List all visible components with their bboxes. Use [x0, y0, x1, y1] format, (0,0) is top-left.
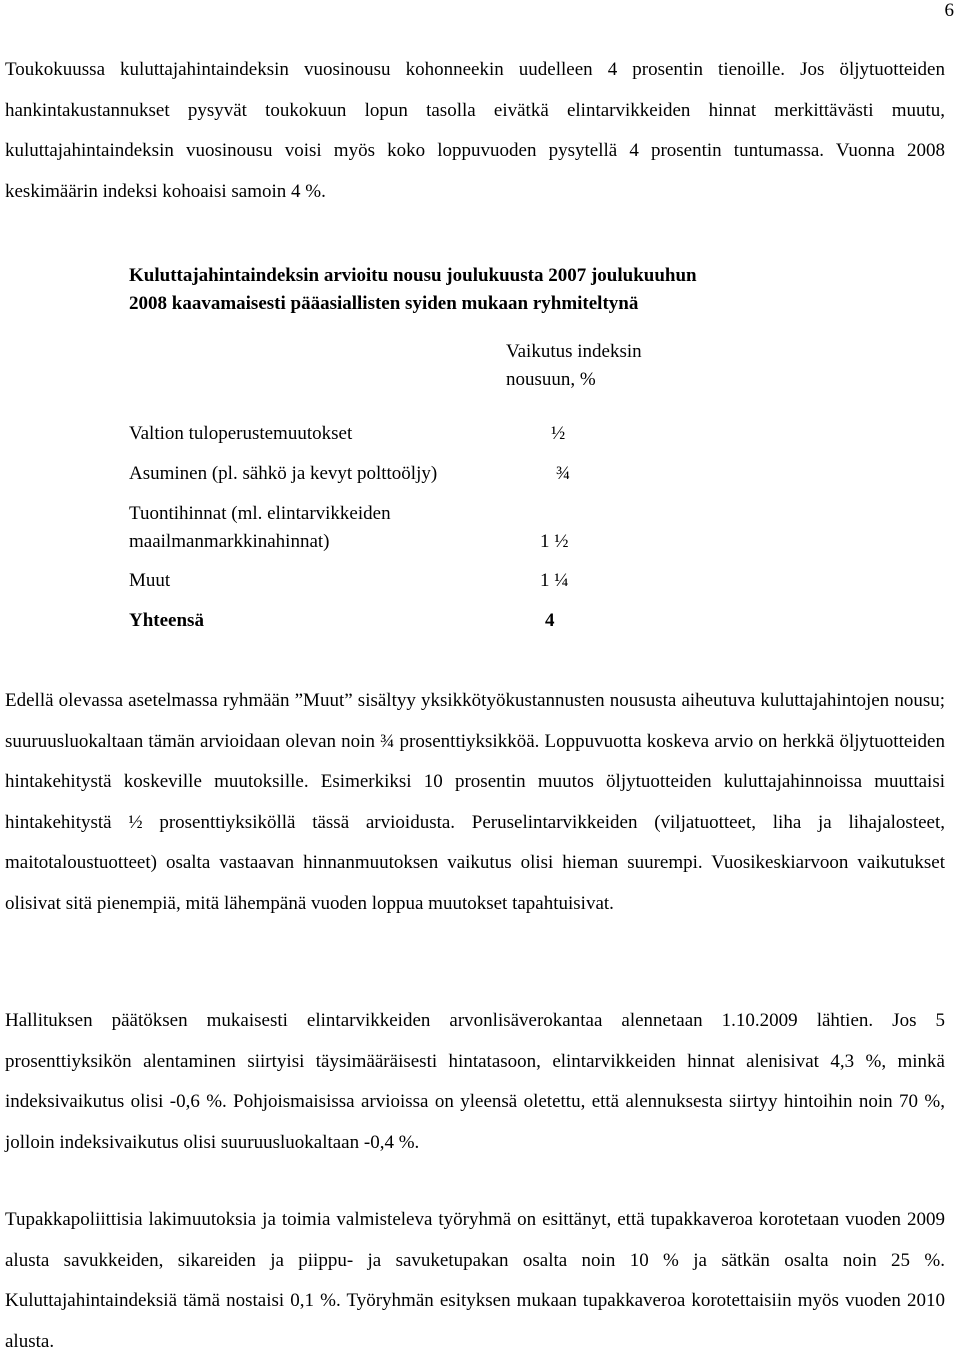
column-header-line-1: Vaikutus indeksin	[506, 341, 642, 362]
row-label-line-1: Tuontihinnat (ml. elintarvikkeiden	[129, 503, 391, 524]
paragraph-tobacco-tax: Tupakkapoliittisia lakimuutoksia ja toimia valmisteleva työryhmä on esittänyt, että tupakkaveroa korotetaan vuoden 2009 alusta savukkeiden, sikareiden ja piippu- ja savuketupakan osalta noin 10 % ja sätkän osalta noin 25 %. Kuluttajahintaindeksiä tämä nostaisi 0,1 %. Työryhmän esityksen mukaan tupakkaveroa korotettaisiin myös vuoden 2010 alusta.	[5, 1209, 945, 1352]
row-value: 1 ½	[540, 531, 569, 552]
cpi-factor-table	[129, 262, 829, 631]
row-value: ¾	[556, 463, 571, 484]
row-label: Asuminen (pl. sähkö ja kevyt polttoöljy)	[129, 463, 438, 484]
page-number: 6	[944, 0, 954, 21]
column-header-line-2: nousuun, %	[506, 369, 596, 390]
total-value: 4	[545, 610, 555, 631]
row-label-line-2: maailmanmarkkinahinnat)	[129, 531, 330, 552]
row-value: 1 ¼	[540, 570, 569, 591]
paragraph-cpi-outlook: Toukokuussa kuluttajahintaindeksin vuosinousu kohonneekin uudelleen 4 prosentin tienoille. Jos öljytuotteiden hankintakustannukset pysyvät toukokuun lopun tasolla eivätkä elintarvikkeiden hinnat merkittävästi muutu, kuluttajahintaindeksin vuosinousu voisi myös koko loppuvuoden pysytellä 4 prosentin tuntumassa. Vuonna 2008 keskimäärin indeksi kohoaisi samoin 4 %.	[5, 59, 945, 202]
table-title-line-2: 2008 kaavamaisesti pääasiallisten syiden mukaan ryhmiteltynä	[129, 293, 639, 314]
row-label: Muut	[129, 570, 171, 591]
row-value: ½	[551, 423, 566, 444]
total-label: Yhteensä	[129, 610, 204, 631]
paragraph-vat-reduction: Hallituksen päätöksen mukaisesti elintarvikkeiden arvonlisäverokantaa alennetaan 1.10.2009 lähtien. Jos 5 prosenttiyksikön alentaminen siirtyisi täysimääräisesti hintatasoon, elintarvikkeiden hinnat alenisivat 4,3 %, minkä indeksivaikutus olisi -0,6 %. Pohjoismaisissa arvioissa on yleensä oletettu, että alennuksesta siirtyy hintoihin noin 70 %, jolloin indeksivaikutus olisi suuruusluokaltaan -0,4 %.	[5, 1010, 945, 1153]
paragraph-muut-explanation: Edellä olevassa asetelmassa ryhmään ”Muut” sisältyy yksikkötyökustannusten noususta aiheutuva kuluttajahintojen nousu; suuruusluokaltaan tämän arvioidaan olevan noin ¾ prosenttiyksikköä. Loppuvuotta koskeva arvio on herkkä öljytuotteiden hintakehitystä koskeville muutoksille. Esimerkiksi 10 prosentin muutos öljytuotteiden kuluttajahinnoissa muuttaisi hintakehitystä ½ prosenttiyksiköllä tässä arvioidusta. Peruselintarvikkeiden (viljatuotteet, liha ja lihajalosteet, maitotaloustuotteet) osalta vastaavan hinnanmuutoksen vaikutus olisi hieman suurempi. Vuosikeskiarvoon vaikutukset olisivat sitä pienempiä, mitä lähempänä vuoden loppua muutokset tapahtuisivat.	[5, 690, 945, 914]
row-label: Valtion tuloperustemuutokset	[129, 423, 353, 444]
table-title-line-1: Kuluttajahintaindeksin arvioitu nousu joulukuusta 2007 joulukuuhun	[129, 265, 697, 286]
table-column-header	[506, 338, 642, 394]
